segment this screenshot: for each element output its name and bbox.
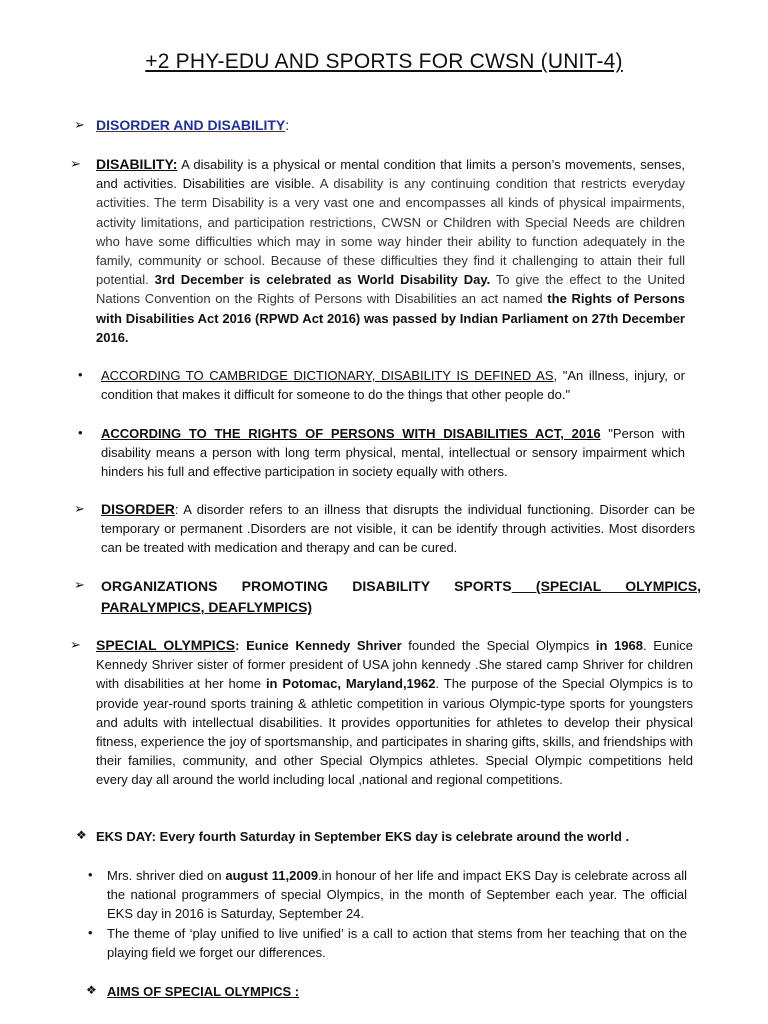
section-heading-colon: : — [285, 117, 290, 133]
aims-heading: AIMS OF SPECIAL OLYMPICS : — [107, 984, 300, 999]
section-heading-text: DISORDER AND DISABILITY — [96, 117, 286, 133]
disability-text-2: A disability is any continuing condition that restricts everyday activities. The term Disability is a very vast one and encompasses all kinds of physical impairments, activity limitations, and participation restrictions, CWSN or Children with Special Needs are children who have some difficulties which may in some way hinder their ability to function adequately in the family, community or school. Because of these difficulties they find it challenging to attain their full potential. — [96, 176, 685, 288]
arrow-bullet-icon: ➢ — [74, 577, 85, 592]
dot-bullet-icon: • — [78, 367, 83, 382]
cambridge-text: , "An illness, injury, or condition that makes it difficult for someone to do the things that other people do." — [101, 368, 685, 403]
shriver-paragraph — [107, 866, 687, 924]
arrow-bullet-icon: ➢ — [70, 156, 81, 171]
cambridge-label: ACCORDING TO CAMBRIDGE DICTIONARY, DISABILITY IS DEFINED AS — [101, 368, 554, 383]
rights-act-label: ACCORDING TO THE RIGHTS OF PERSONS WITH DISABILITIES ACT, 2016 — [101, 426, 601, 441]
diamond-bullet-icon: ❖ — [86, 983, 97, 997]
disability-text-3: To give the effect to the United Nations Convention on the Rights of Persons with Disabilities an act named — [96, 272, 686, 307]
arrow-bullet-icon: ➢ — [74, 117, 85, 132]
arrow-bullet-icon: ➢ — [70, 637, 81, 652]
so-text-2: . Eunice Kennedy Shriver sister of former president of USA john kennedy .She stared camp Shriver for children with disabilities at her home — [96, 638, 693, 692]
organizations-text: ORGANIZATIONS PROMOTING DISABILITY SPORTS — [101, 578, 512, 594]
so-text-3: . The purpose of the Special Olympics is to provide year-round sports training & athletic competition in various Olympic-type sports for youngsters and adults with intellectual disabilities. It provides opportunities for athletes to develop their physical fitness, experience the joy of sportsmanship, and participates in sharing gifts, skills, and friendships with their families, community, and other Special Olympics athletes. Special Olympic competitions held every day all around the world including local ,national and regional competitions. — [96, 676, 693, 788]
disability-paragraph — [96, 155, 685, 347]
eks-day: EKS DAY: Every fourth Saturday in September EKS day is celebrate around the world . — [96, 829, 630, 844]
disability-text-1: A disability is a physical or mental condition that limits a person’s movements, senses, and activities. Disabilities are visible. — [96, 157, 685, 192]
so-text-1: founded the Special Olympics — [401, 638, 596, 653]
disorder-text: : A disorder refers to an illness that disrupts the individual functioning. Disorder can be temporary or permanent .Disorders are not visible, it can be identify through activities. Most disorders can be treated with medication and therapy and can be cured. — [101, 502, 695, 556]
theme-paragraph: The theme of ‘play unified to live unified’ is a call to action that stems from her teaching that on the playing field we forget our differences. — [107, 926, 687, 961]
founded-year: in 1968 — [595, 638, 643, 653]
disability-label: DISABILITY: — [96, 156, 178, 172]
organizations-list: (SPECIAL OLYMPICS, PARALYMPICS, DEAFLYMPICS) — [101, 578, 701, 615]
section-heading — [96, 116, 289, 135]
diamond-bullet-icon: ❖ — [76, 828, 87, 842]
special-olympics-colon: : — [235, 638, 247, 653]
shriver-text-2: .in honour of her life and impact EKS Day is celebrate across all the national programmers of special Olympics, in the month of September each year. The official EKS day in 2016 is Saturday, September 24. — [107, 868, 687, 922]
page-title: +2 PHY-EDU AND SPORTS FOR CWSN (UNIT-4) — [145, 50, 623, 73]
special-olympics-label: SPECIAL OLYMPICS — [96, 637, 236, 653]
founder-name: Eunice Kennedy Shriver — [246, 638, 402, 653]
arrow-bullet-icon: ➢ — [74, 501, 85, 516]
dot-bullet-icon: • — [88, 867, 93, 882]
shriver-text-1: Mrs. shriver died on — [107, 868, 226, 883]
camp-location: in Potomac, Maryland,1962 — [265, 676, 436, 692]
disorder-paragraph — [101, 500, 695, 558]
disorder-label: DISORDER — [101, 501, 175, 517]
rights-act-definition — [101, 424, 685, 482]
special-olympics-paragraph — [96, 636, 693, 790]
rpwd-act: the Rights of Persons with Disabilities Act 2016 (RPWD Act 2016) was passed by Indian Parliament on 27th December 2016. — [96, 291, 685, 345]
dot-bullet-icon: • — [88, 925, 93, 940]
dot-bullet-icon: • — [78, 425, 83, 440]
organizations-heading — [101, 576, 701, 618]
shriver-death-date: august 11,2009 — [225, 868, 319, 883]
cambridge-definition — [101, 366, 685, 404]
disability-day: 3rd December is celebrated as World Disability Day. — [154, 272, 491, 288]
rights-act-text: "Person with disability means a person with long term physical, mental, intellectual or sensory impairment which hinders his full and effective participation in society equally with others. — [101, 426, 685, 480]
